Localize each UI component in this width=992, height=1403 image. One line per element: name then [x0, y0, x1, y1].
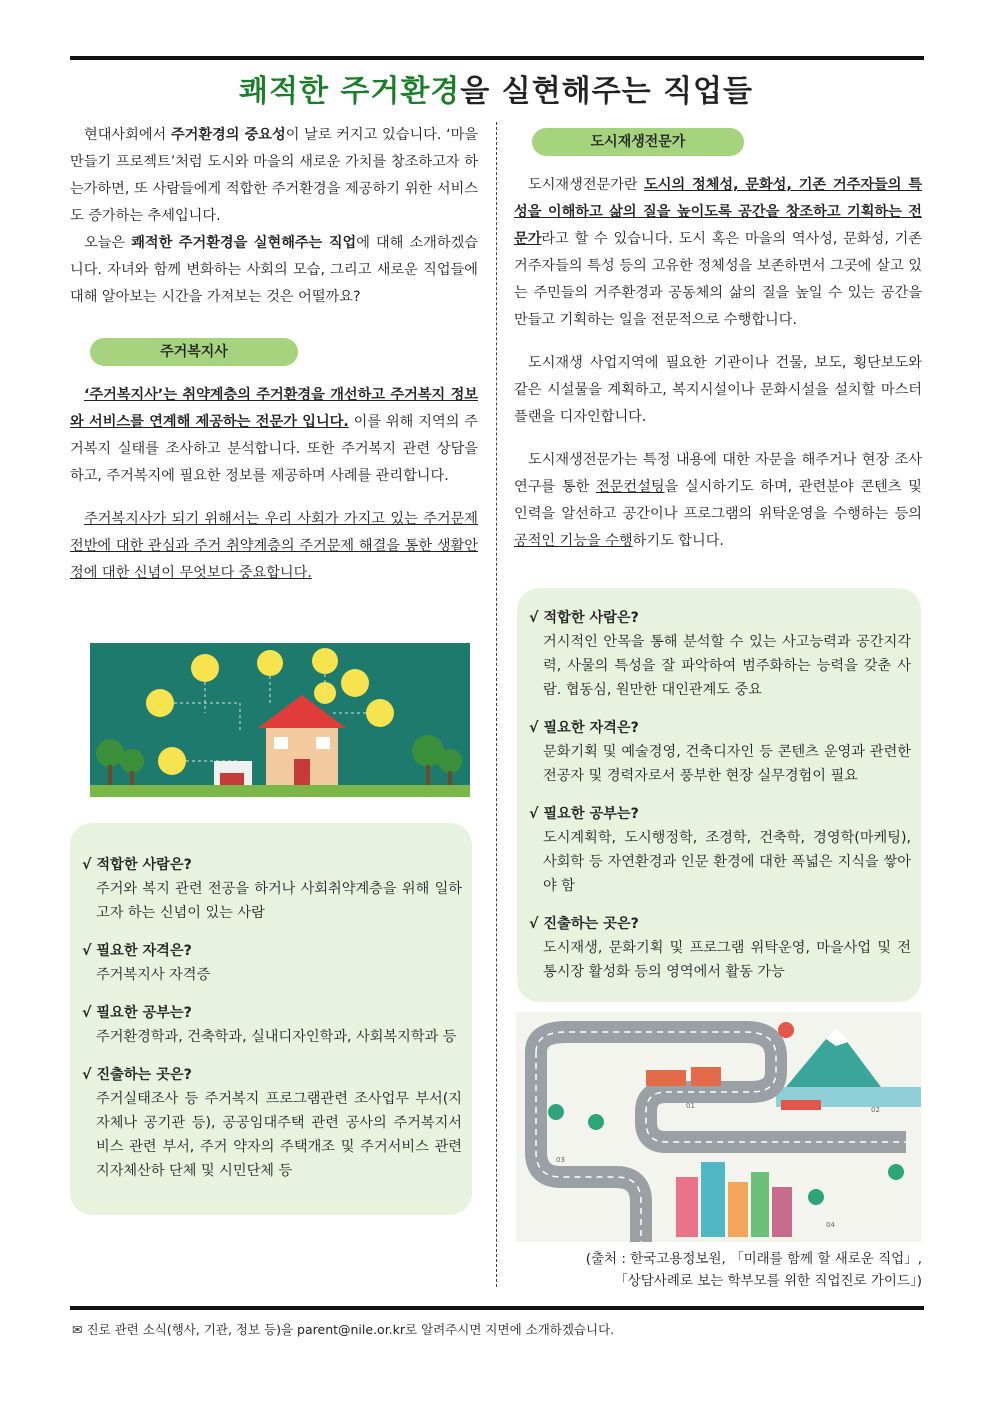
intro-text [70, 122, 478, 311]
title-highlight: 쾌적한 주거환경 [238, 74, 461, 109]
map-label-03: 03 [556, 1156, 565, 1164]
info-question: √ 필요한 공부는? [529, 806, 639, 822]
info-answer: 주거와 복지 관련 전공을 하거나 사회취약계층을 위해 일하고자 하는 신념이 있는 사람 [96, 881, 462, 921]
urban-p3-b: 을 실시하기도 하며, 관련분야 콘텐츠 및 인력을 알선하고 공간이나 프로그램의 위탁운영을 수행하는 등의 [514, 479, 923, 522]
urban-p1-bold: 도시의 정체성, 문화성, 기존 거주자들의 특성을 이해하고 삶의 질을 높이도록 공간을 창조하고 기획하는 전문가 [514, 177, 923, 247]
column-divider [496, 122, 497, 1287]
urban-paragraph-1 [514, 172, 922, 334]
info-item-qualification [82, 939, 462, 987]
info-question: √ 필요한 자격은? [529, 720, 639, 736]
top-rule [70, 56, 924, 60]
info-question: √ 필요한 공부는? [82, 1005, 192, 1021]
smart-home-illustration [90, 643, 470, 797]
info-item-suitable [82, 853, 462, 925]
section-label-housing-welfare: 주거복지사 [90, 338, 298, 366]
info-item-career [529, 912, 911, 984]
city-road-illustration [516, 1012, 921, 1242]
info-answer: 도시계획학, 도시행정학, 조경학, 건축학, 경영학(마케팅), 사회학 등 자연환경과 인문 환경에 대한 폭넓은 지식을 쌓아야 함 [543, 830, 911, 894]
caption-line-1: (출처 : 한국고용정보원, 「미래를 함께 할 새로운 직업」, [585, 1251, 922, 1267]
urban-regeneration-text [514, 172, 922, 555]
info-answer: 주거실태조사 등 주거복지 프로그램관련 조사업무 부서(지자체나 공기관 등), 공공임대주택 관련 공사의 주거복지서비스 관련 부서, 주거 약자의 주택개조 및 주거서비스 관련 지자체산하 단체 및 시민단체 등 [96, 1091, 462, 1179]
urban-p3-underline-2: 공적인 기능을 수행 [514, 533, 633, 549]
urban-p3-underline-1: 전문컨설팅 [596, 479, 665, 495]
info-question: √ 적합한 사람은? [529, 610, 639, 626]
info-answer: 문화기획 및 예술경영, 건축디자인 등 콘텐츠 운영과 관련한 전공자 및 경력자로서 풍부한 현장 실무경험이 필요 [543, 744, 911, 784]
urban-regeneration-info-box [517, 588, 921, 1002]
urban-p3-a: 도시재생전문가는 특정 내용에 대한 자문을 해주거나 현장 조사연구를 통한 [514, 452, 922, 495]
info-item-study [82, 1001, 462, 1049]
info-answer: 도시재생, 문화기획 및 프로그램 위탁운영, 마을사업 및 전통시장 활성화 등의 영역에서 활동 가능 [543, 940, 911, 980]
info-item-study [529, 802, 911, 898]
info-item-suitable [529, 606, 911, 702]
housing-welfare-text [70, 382, 478, 587]
info-item-career [82, 1063, 462, 1183]
info-question: √ 필요한 자격은? [82, 943, 192, 959]
map-label-04: 04 [826, 1221, 835, 1229]
housing-paragraph-2 [70, 506, 478, 587]
info-item-qualification [529, 716, 911, 788]
urban-p3-c: 하기도 합니다. [632, 533, 724, 549]
urban-p1-a: 도시재생전문가란 [528, 177, 645, 193]
caption-line-2: 「상담사례로 보는 학부모를 위한 직업진로 가이드」) [614, 1273, 922, 1289]
map-label-02: 02 [871, 1106, 880, 1114]
intro-p1-bold: 주거환경의 중요성 [170, 127, 286, 143]
urban-p1-c: 라고 할 수 있습니다. 도시 혹은 마을의 역사성, 문화성, 기존 거주자들의 특성 등의 고유한 정체성을 보존하면서 그곳에 살고 있는 주민들의 거주환경과 공동체의 삶의 질을 높일 수 있는 공간을 만들고 기획하는 일을 전문적으로 수행합니다. [514, 231, 922, 328]
urban-paragraph-3 [514, 447, 922, 555]
bottom-rule [70, 1306, 924, 1310]
info-question: √ 적합한 사람은? [82, 857, 192, 873]
housing-p2: 주거복지사가 되기 위해서는 우리 사회가 가지고 있는 주거문제 전반에 대한 관심과 주거 취약계층의 주거문제 해결을 통한 생활안정에 대한 신념이 무엇보다 중요합니다. [70, 511, 478, 581]
info-question: √ 진출하는 곳은? [82, 1067, 192, 1083]
map-label-01: 01 [686, 1102, 695, 1110]
intro-p2-a: 오늘은 [84, 235, 132, 251]
intro-paragraph-2 [70, 230, 478, 311]
info-answer: 주거환경학과, 건축학과, 실내디자인학과, 사회복지학과 등 [96, 1029, 457, 1045]
source-caption [514, 1248, 922, 1292]
housing-p1-bold: ‘주거복지사’는 취약계층의 주거환경을 개선하고 주거복지 정보와 서비스를 연계해 제공하는 전문가 입니다. [70, 387, 478, 430]
info-answer: 거시적인 안목을 통해 분석할 수 있는 사고능력과 공간지각력, 사물의 특성을 잘 파악하여 범주화하는 능력을 갖춘 사람. 협동심, 원만한 대인관계도 중요 [543, 634, 911, 698]
title-rest: 을 실현해주는 직업들 [460, 74, 754, 109]
intro-p2-c: 에 대해 소개하겠습니다. 자녀와 함께 변화하는 사회의 모습, 그리고 새로운 직업들에 대해 알아보는 시간을 가져보는 것은 어떨까요? [70, 235, 478, 305]
info-question: √ 진출하는 곳은? [529, 916, 639, 932]
urban-paragraph-2: 도시재생 사업지역에 필요한 기관이나 건물, 보도, 횡단보도와 같은 시설물을 계획하고, 복지시설이나 문화시설을 설치할 마스터플랜을 디자인합니다. [514, 355, 922, 425]
housing-paragraph-1 [70, 382, 478, 490]
housing-p1-rest: 이를 위해 지역의 주거복지 실태를 조사하고 분석합니다. 또한 주거복지 관련 상담을 하고, 주거복지에 필요한 정보를 제공하며 사례를 관리합니다. [70, 414, 479, 484]
intro-p2-bold: 쾌적한 주거환경을 실현해주는 직업 [131, 235, 357, 251]
section-label-urban-regeneration: 도시재생전문가 [532, 128, 744, 156]
intro-p1-c: 이 날로 커지고 있습니다. ‘마을 만들기 프로젝트’처럼 도시와 마을의 새로운 가치를 창조하고자 하는가하면, 또 사람들에게 적합한 주거환경을 제공하기 위한 서비스도 증가하는 추세입니다. [70, 127, 478, 224]
info-answer: 주거복지사 자격증 [96, 967, 211, 983]
intro-p1-a: 현대사회에서 [84, 127, 171, 143]
footer-notice: ✉ 진로 관련 소식(행사, 기관, 정보 등)을 parent@nile.or.kr로 알려주시면 지면에 소개하겠습니다. [72, 1322, 615, 1337]
intro-paragraph-1 [70, 122, 478, 230]
smart-home-svg [90, 643, 470, 797]
housing-welfare-info-box [70, 823, 472, 1215]
city-road-svg [516, 1012, 921, 1242]
page-title [0, 66, 992, 110]
